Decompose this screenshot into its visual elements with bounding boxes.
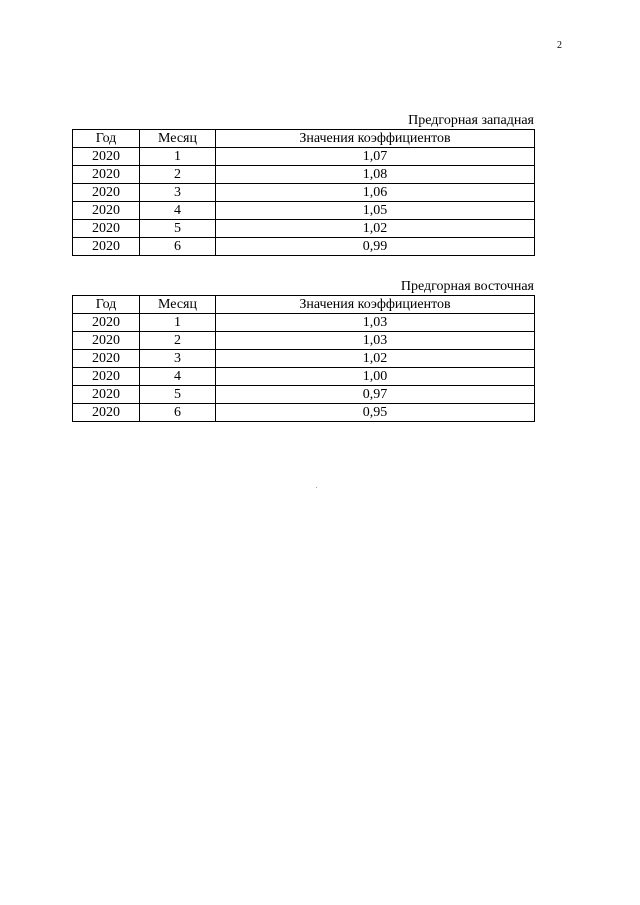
- cell-value: 1,07: [216, 148, 535, 166]
- cell-month: 5: [140, 386, 216, 404]
- cell-month: 6: [140, 238, 216, 256]
- cell-value: 0,95: [216, 404, 535, 422]
- header-year: Год: [73, 130, 140, 148]
- cell-value: 1,03: [216, 332, 535, 350]
- table-row: [73, 368, 535, 386]
- cell-month: 2: [140, 332, 216, 350]
- region-title-east: Предгорная восточная: [400, 279, 534, 294]
- cell-month: 4: [140, 202, 216, 220]
- cell-value: 1,06: [216, 184, 535, 202]
- header-month: Месяц: [140, 296, 216, 314]
- table-row: [73, 404, 535, 422]
- coefficients-table-west: [72, 129, 535, 256]
- page-number: 2: [557, 40, 562, 51]
- cell-value: 1,08: [216, 166, 535, 184]
- cell-year: 2020: [73, 368, 140, 386]
- table-row: [73, 332, 535, 350]
- cell-value: 1,02: [216, 350, 535, 368]
- cell-value: 1,00: [216, 368, 535, 386]
- table-row: [73, 148, 535, 166]
- cell-month: 3: [140, 184, 216, 202]
- cell-year: 2020: [73, 332, 140, 350]
- cell-year: 2020: [73, 220, 140, 238]
- cell-month: 3: [140, 350, 216, 368]
- table-row: [73, 386, 535, 404]
- cell-value: 0,97: [216, 386, 535, 404]
- table-row: [73, 202, 535, 220]
- cell-year: 2020: [73, 148, 140, 166]
- cell-year: 2020: [73, 166, 140, 184]
- table-header-row: [73, 130, 535, 148]
- table-row: [73, 220, 535, 238]
- coefficients-table-east: [72, 295, 535, 422]
- cell-value: 1,05: [216, 202, 535, 220]
- table-row: [73, 184, 535, 202]
- table-row: [73, 350, 535, 368]
- header-value: Значения коэффициентов: [216, 296, 535, 314]
- cell-month: 4: [140, 368, 216, 386]
- region-title-west: Предгорная западная: [408, 113, 534, 128]
- cell-year: 2020: [73, 350, 140, 368]
- table-row: [73, 238, 535, 256]
- cell-year: 2020: [73, 386, 140, 404]
- cell-month: 2: [140, 166, 216, 184]
- table-row: [73, 314, 535, 332]
- cell-value: 1,03: [216, 314, 535, 332]
- cell-month: 1: [140, 148, 216, 166]
- cell-month: 1: [140, 314, 216, 332]
- scan-artifact: [316, 487, 317, 488]
- header-month: Месяц: [140, 130, 216, 148]
- cell-year: 2020: [73, 404, 140, 422]
- cell-month: 6: [140, 404, 216, 422]
- table-header-row: [73, 296, 535, 314]
- table-row: [73, 166, 535, 184]
- cell-year: 2020: [73, 184, 140, 202]
- header-year: Год: [73, 296, 140, 314]
- cell-value: 0,99: [216, 238, 535, 256]
- cell-month: 5: [140, 220, 216, 238]
- cell-year: 2020: [73, 238, 140, 256]
- header-value: Значения коэффициентов: [216, 130, 535, 148]
- cell-year: 2020: [73, 202, 140, 220]
- cell-value: 1,02: [216, 220, 535, 238]
- cell-year: 2020: [73, 314, 140, 332]
